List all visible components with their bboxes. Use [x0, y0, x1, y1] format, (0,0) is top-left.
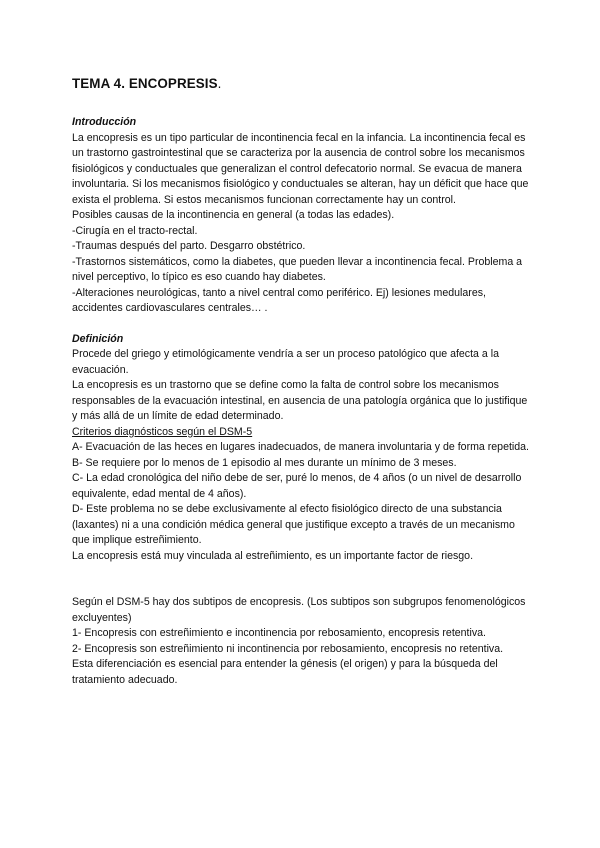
subtypes-intro: Según el DSM-5 hay dos subtipos de encopresis. (Los subtipos son subgrupos fenomenológicos excluyentes): [72, 596, 526, 624]
page-title-text: TEMA 4. ENCOPRESIS: [72, 76, 218, 91]
definition-section: [72, 332, 532, 565]
page-title-dot: .: [217, 76, 222, 91]
intro-paragraph: La encopresis es un tipo particular de incontinencia fecal en la infancia. La incontinencia fecal es un trastorno gastrointestinal que se caracteriza por la ausencia de control sobre los mecanismos fisiológicos y conductuales que generalizan el control defecatorio normal. Se evacua de manera involuntaria. Si los mecanismos fisiológico y conductuales se alteran, hay un déficit que hace que exista el problema. Si estos mecanismos funcionan correctamente hay un control.: [72, 131, 529, 206]
spacer: [72, 564, 532, 595]
spacer: [72, 317, 532, 332]
cause-item: -Trastornos sistemáticos, como la diabetes, que pueden llevar a incontinencia fecal. Problema a nivel perceptivo, lo típico es eso cuando hay diabetes.: [72, 255, 523, 283]
cause-item: -Cirugía en el tracto-rectal.: [72, 224, 198, 237]
subtype-item: 2- Encopresis son estreñimiento ni incontinencia por rebosamiento, encopresis no retentiva.: [72, 642, 504, 655]
criterion-a: A- Evacuación de las heces en lugares inadecuados, de manera involuntaria y de forma repetida.: [72, 441, 529, 453]
criterion-b: B- Se requiere por lo menos de 1 episodio al mes durante un mínimo de 3 meses.: [72, 456, 457, 469]
definition-heading: Definición: [72, 332, 124, 345]
criteria-heading: Criterios diagnósticos según el DSM-5: [72, 425, 253, 438]
definition-paragraph: Procede del griego y etimológicamente vendría a ser un proceso patológico que afecta a la evacuación.: [72, 348, 499, 376]
cause-item: -Traumas después del parto. Desgarro obstétrico.: [72, 240, 306, 252]
document-body: [72, 76, 532, 688]
causes-intro: Posibles causas de la incontinencia en general (a todas las edades).: [72, 209, 395, 221]
definition-paragraph: La encopresis es un trastorno que se define como la falta de control sobre los mecanismos responsables de la evacuación intestinal, en ausencia de una patología orgánica que lo justifique y más allá de un límite de edad determinado.: [72, 379, 528, 422]
subtype-item: 1- Encopresis con estreñimiento e incontinencia por rebosamiento, encopresis retentiva.: [72, 627, 486, 639]
subtypes-closing: Esta diferenciación es esencial para entender la génesis (el origen) y para la búsqueda del tratamiento adecuado.: [72, 658, 498, 686]
page-title: [72, 76, 532, 91]
intro-section: [72, 115, 532, 317]
cause-item: -Alteraciones neurológicas, tanto a nivel central como periférico. Ej) lesiones medulares, accidentes cardiovasculares centrales… .: [72, 286, 486, 314]
criterion-c: C- La edad cronológica del niño debe de ser, puré lo menos, de 4 años (o un nivel de desarrollo equivalente, edad mental de 4 años).: [72, 472, 522, 500]
subtypes-section: [72, 595, 532, 688]
definition-closing: La encopresis está muy vinculada al estreñimiento, es un importante factor de riesgo.: [72, 549, 474, 562]
intro-heading: Introducción: [72, 116, 137, 128]
criterion-d: D- Este problema no se debe exclusivamente al efecto fisiológico directo de una substancia (laxantes) ni a una condición médica general que justifique excepto a través de un mecanismo que implique estreñimiento.: [72, 503, 515, 546]
